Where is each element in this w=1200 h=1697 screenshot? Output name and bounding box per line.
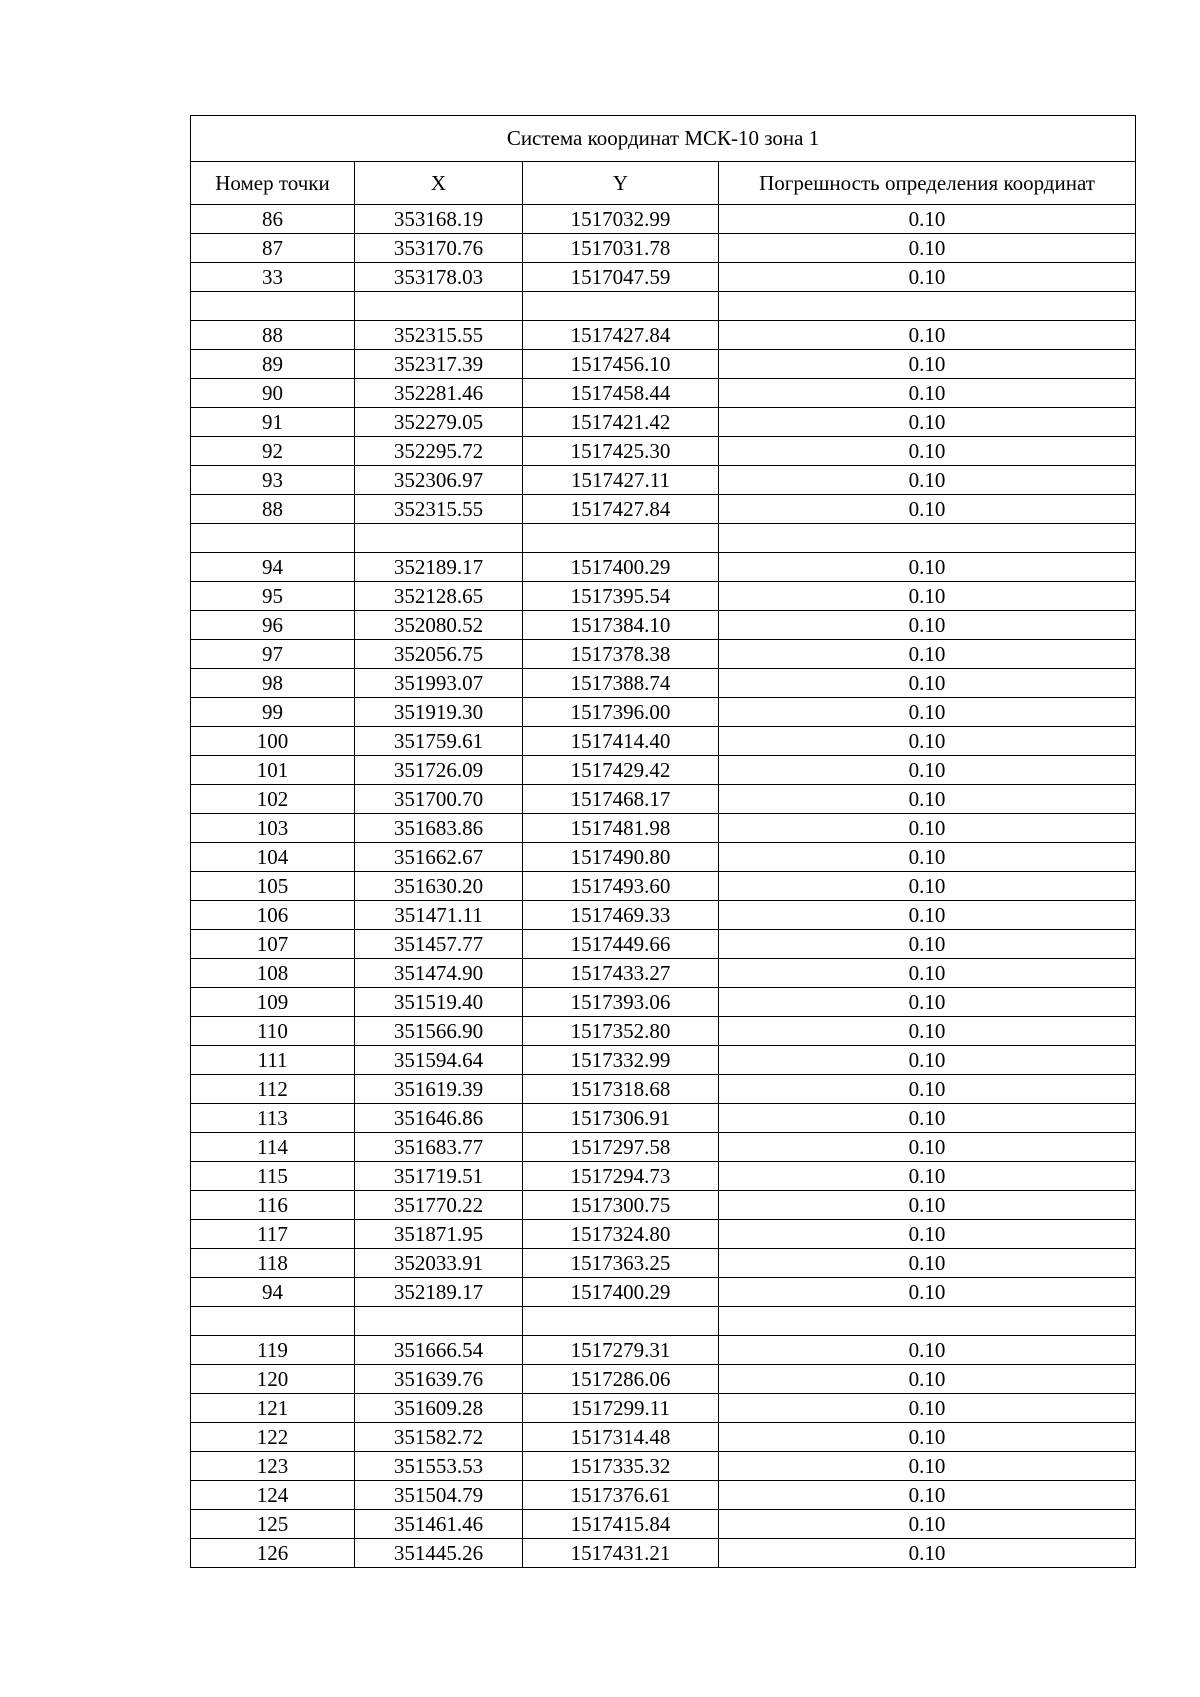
cell-accuracy: 0.10 bbox=[719, 785, 1136, 814]
cell-y: 1517458.44 bbox=[523, 379, 719, 408]
cell-x: 352279.05 bbox=[355, 408, 523, 437]
cell-x: 351582.72 bbox=[355, 1423, 523, 1452]
table-row bbox=[191, 930, 1136, 959]
table-row bbox=[191, 1278, 1136, 1307]
cell-x: 351609.28 bbox=[355, 1394, 523, 1423]
cell-accuracy: 0.10 bbox=[719, 611, 1136, 640]
cell-accuracy: 0.10 bbox=[719, 959, 1136, 988]
cell-y: 1517396.00 bbox=[523, 698, 719, 727]
cell-point-number: 121 bbox=[191, 1394, 355, 1423]
cell-accuracy: 0.10 bbox=[719, 1423, 1136, 1452]
cell-accuracy: 0.10 bbox=[719, 669, 1136, 698]
cell-point-number: 98 bbox=[191, 669, 355, 698]
cell-y: 1517468.17 bbox=[523, 785, 719, 814]
cell-point-number: 125 bbox=[191, 1510, 355, 1539]
table-row bbox=[191, 698, 1136, 727]
cell-point-number: 99 bbox=[191, 698, 355, 727]
table-row bbox=[191, 727, 1136, 756]
cell-y: 1517429.42 bbox=[523, 756, 719, 785]
cell-accuracy: 0.10 bbox=[719, 640, 1136, 669]
table-title-row bbox=[191, 116, 1136, 162]
cell-point-number: 110 bbox=[191, 1017, 355, 1046]
table-row bbox=[191, 1365, 1136, 1394]
cell-y: 1517393.06 bbox=[523, 988, 719, 1017]
cell-y: 1517363.25 bbox=[523, 1249, 719, 1278]
cell-accuracy: 0.10 bbox=[719, 582, 1136, 611]
cell-y: 1517400.29 bbox=[523, 1278, 719, 1307]
cell-point-number: 124 bbox=[191, 1481, 355, 1510]
table-body bbox=[191, 205, 1136, 1568]
cell-y: 1517324.80 bbox=[523, 1220, 719, 1249]
cell-point-number: 112 bbox=[191, 1075, 355, 1104]
cell-point-number: 118 bbox=[191, 1249, 355, 1278]
cell-y: 1517032.99 bbox=[523, 205, 719, 234]
cell-accuracy: 0.10 bbox=[719, 1452, 1136, 1481]
table-row bbox=[191, 1249, 1136, 1278]
table-row bbox=[191, 292, 1136, 321]
cell-x: 352281.46 bbox=[355, 379, 523, 408]
cell-x: 351457.77 bbox=[355, 930, 523, 959]
cell-x: 352317.39 bbox=[355, 350, 523, 379]
cell-accuracy: 0.10 bbox=[719, 756, 1136, 785]
cell-accuracy: 0.10 bbox=[719, 205, 1136, 234]
header-x: X bbox=[355, 162, 523, 205]
cell-y: 1517427.84 bbox=[523, 321, 719, 350]
table-row bbox=[191, 1046, 1136, 1075]
cell-y: 1517286.06 bbox=[523, 1365, 719, 1394]
cell-x bbox=[355, 292, 523, 321]
cell-y: 1517300.75 bbox=[523, 1191, 719, 1220]
cell-accuracy: 0.10 bbox=[719, 843, 1136, 872]
cell-x: 351639.76 bbox=[355, 1365, 523, 1394]
cell-x: 351993.07 bbox=[355, 669, 523, 698]
cell-point-number: 90 bbox=[191, 379, 355, 408]
cell-point-number: 119 bbox=[191, 1336, 355, 1365]
cell-y: 1517384.10 bbox=[523, 611, 719, 640]
cell-y: 1517047.59 bbox=[523, 263, 719, 292]
cell-accuracy: 0.10 bbox=[719, 1075, 1136, 1104]
cell-x: 351461.46 bbox=[355, 1510, 523, 1539]
cell-accuracy: 0.10 bbox=[719, 234, 1136, 263]
cell-x: 351700.70 bbox=[355, 785, 523, 814]
table-row bbox=[191, 1075, 1136, 1104]
cell-x: 351666.54 bbox=[355, 1336, 523, 1365]
table-row bbox=[191, 988, 1136, 1017]
cell-accuracy: 0.10 bbox=[719, 1539, 1136, 1568]
table-row bbox=[191, 466, 1136, 495]
cell-point-number bbox=[191, 1307, 355, 1336]
cell-y: 1517299.11 bbox=[523, 1394, 719, 1423]
cell-accuracy: 0.10 bbox=[719, 553, 1136, 582]
table-row bbox=[191, 611, 1136, 640]
cell-point-number: 88 bbox=[191, 321, 355, 350]
table-row bbox=[191, 843, 1136, 872]
table-row bbox=[191, 872, 1136, 901]
table-row bbox=[191, 495, 1136, 524]
cell-x: 353178.03 bbox=[355, 263, 523, 292]
cell-y bbox=[523, 524, 719, 553]
cell-accuracy: 0.10 bbox=[719, 1510, 1136, 1539]
cell-y: 1517306.91 bbox=[523, 1104, 719, 1133]
cell-point-number: 87 bbox=[191, 234, 355, 263]
table-row bbox=[191, 1162, 1136, 1191]
cell-y: 1517427.84 bbox=[523, 495, 719, 524]
cell-accuracy: 0.10 bbox=[719, 1278, 1136, 1307]
table-row bbox=[191, 1452, 1136, 1481]
cell-accuracy: 0.10 bbox=[719, 930, 1136, 959]
cell-y: 1517493.60 bbox=[523, 872, 719, 901]
table-row bbox=[191, 350, 1136, 379]
cell-y: 1517352.80 bbox=[523, 1017, 719, 1046]
cell-y: 1517376.61 bbox=[523, 1481, 719, 1510]
cell-y: 1517388.74 bbox=[523, 669, 719, 698]
cell-x: 351662.67 bbox=[355, 843, 523, 872]
cell-accuracy bbox=[719, 524, 1136, 553]
cell-x: 351553.53 bbox=[355, 1452, 523, 1481]
cell-point-number: 117 bbox=[191, 1220, 355, 1249]
table-row bbox=[191, 1220, 1136, 1249]
cell-x: 351474.90 bbox=[355, 959, 523, 988]
cell-x: 351719.51 bbox=[355, 1162, 523, 1191]
table-row bbox=[191, 814, 1136, 843]
table-header-row bbox=[191, 162, 1136, 205]
cell-accuracy bbox=[719, 292, 1136, 321]
cell-accuracy bbox=[719, 1307, 1136, 1336]
table-row bbox=[191, 321, 1136, 350]
cell-accuracy: 0.10 bbox=[719, 321, 1136, 350]
cell-point-number: 116 bbox=[191, 1191, 355, 1220]
table-row bbox=[191, 379, 1136, 408]
cell-y: 1517395.54 bbox=[523, 582, 719, 611]
cell-y: 1517414.40 bbox=[523, 727, 719, 756]
cell-y bbox=[523, 292, 719, 321]
cell-accuracy: 0.10 bbox=[719, 1104, 1136, 1133]
cell-point-number: 105 bbox=[191, 872, 355, 901]
cell-y: 1517469.33 bbox=[523, 901, 719, 930]
cell-accuracy: 0.10 bbox=[719, 1017, 1136, 1046]
cell-y: 1517335.32 bbox=[523, 1452, 719, 1481]
table-row bbox=[191, 959, 1136, 988]
cell-accuracy: 0.10 bbox=[719, 466, 1136, 495]
cell-point-number: 91 bbox=[191, 408, 355, 437]
cell-accuracy: 0.10 bbox=[719, 901, 1136, 930]
cell-accuracy: 0.10 bbox=[719, 1481, 1136, 1510]
cell-accuracy: 0.10 bbox=[719, 263, 1136, 292]
table-row bbox=[191, 408, 1136, 437]
cell-accuracy: 0.10 bbox=[719, 1220, 1136, 1249]
cell-y: 1517297.58 bbox=[523, 1133, 719, 1162]
table-row bbox=[191, 785, 1136, 814]
table-row bbox=[191, 437, 1136, 466]
cell-y: 1517481.98 bbox=[523, 814, 719, 843]
cell-point-number: 93 bbox=[191, 466, 355, 495]
cell-y: 1517279.31 bbox=[523, 1336, 719, 1365]
cell-y: 1517427.11 bbox=[523, 466, 719, 495]
cell-point-number bbox=[191, 524, 355, 553]
cell-accuracy: 0.10 bbox=[719, 1191, 1136, 1220]
cell-x bbox=[355, 524, 523, 553]
cell-accuracy: 0.10 bbox=[719, 350, 1136, 379]
cell-x: 352189.17 bbox=[355, 1278, 523, 1307]
cell-y: 1517433.27 bbox=[523, 959, 719, 988]
cell-point-number: 114 bbox=[191, 1133, 355, 1162]
cell-x: 352128.65 bbox=[355, 582, 523, 611]
cell-y: 1517425.30 bbox=[523, 437, 719, 466]
cell-y: 1517400.29 bbox=[523, 553, 719, 582]
cell-accuracy: 0.10 bbox=[719, 1365, 1136, 1394]
cell-y: 1517431.21 bbox=[523, 1539, 719, 1568]
cell-x: 351646.86 bbox=[355, 1104, 523, 1133]
cell-point-number: 101 bbox=[191, 756, 355, 785]
cell-y: 1517332.99 bbox=[523, 1046, 719, 1075]
cell-y: 1517378.38 bbox=[523, 640, 719, 669]
table-row bbox=[191, 1539, 1136, 1568]
table-row bbox=[191, 1423, 1136, 1452]
header-point-number: Номер точки bbox=[191, 162, 355, 205]
table-row bbox=[191, 640, 1136, 669]
cell-accuracy: 0.10 bbox=[719, 988, 1136, 1017]
table-row bbox=[191, 524, 1136, 553]
cell-x: 352315.55 bbox=[355, 321, 523, 350]
cell-x: 351919.30 bbox=[355, 698, 523, 727]
table-row bbox=[191, 1510, 1136, 1539]
cell-x: 352306.97 bbox=[355, 466, 523, 495]
cell-x: 351683.77 bbox=[355, 1133, 523, 1162]
table-row bbox=[191, 234, 1136, 263]
cell-y: 1517314.48 bbox=[523, 1423, 719, 1452]
cell-x: 352295.72 bbox=[355, 437, 523, 466]
cell-point-number: 95 bbox=[191, 582, 355, 611]
cell-point-number: 111 bbox=[191, 1046, 355, 1075]
cell-accuracy: 0.10 bbox=[719, 1046, 1136, 1075]
cell-accuracy: 0.10 bbox=[719, 1162, 1136, 1191]
cell-point-number: 96 bbox=[191, 611, 355, 640]
table-row bbox=[191, 205, 1136, 234]
cell-x: 351770.22 bbox=[355, 1191, 523, 1220]
cell-x: 352056.75 bbox=[355, 640, 523, 669]
cell-point-number: 120 bbox=[191, 1365, 355, 1394]
cell-y: 1517318.68 bbox=[523, 1075, 719, 1104]
cell-accuracy: 0.10 bbox=[719, 379, 1136, 408]
table-row bbox=[191, 1104, 1136, 1133]
cell-x: 351726.09 bbox=[355, 756, 523, 785]
cell-accuracy: 0.10 bbox=[719, 495, 1136, 524]
cell-point-number: 86 bbox=[191, 205, 355, 234]
cell-x: 351504.79 bbox=[355, 1481, 523, 1510]
cell-x: 351619.39 bbox=[355, 1075, 523, 1104]
cell-x bbox=[355, 1307, 523, 1336]
cell-point-number: 122 bbox=[191, 1423, 355, 1452]
table-title: Система координат МСК-10 зона 1 bbox=[191, 116, 1136, 162]
cell-accuracy: 0.10 bbox=[719, 1133, 1136, 1162]
cell-x: 352033.91 bbox=[355, 1249, 523, 1278]
table-row bbox=[191, 1336, 1136, 1365]
cell-x: 351445.26 bbox=[355, 1539, 523, 1568]
table-row bbox=[191, 1481, 1136, 1510]
table-row bbox=[191, 582, 1136, 611]
cell-x: 353170.76 bbox=[355, 234, 523, 263]
cell-x: 351566.90 bbox=[355, 1017, 523, 1046]
cell-y: 1517490.80 bbox=[523, 843, 719, 872]
cell-x: 351630.20 bbox=[355, 872, 523, 901]
cell-y: 1517294.73 bbox=[523, 1162, 719, 1191]
cell-point-number: 88 bbox=[191, 495, 355, 524]
cell-point-number: 89 bbox=[191, 350, 355, 379]
cell-point-number: 97 bbox=[191, 640, 355, 669]
cell-accuracy: 0.10 bbox=[719, 1249, 1136, 1278]
cell-accuracy: 0.10 bbox=[719, 1394, 1136, 1423]
cell-point-number: 94 bbox=[191, 553, 355, 582]
cell-accuracy: 0.10 bbox=[719, 437, 1136, 466]
cell-point-number: 100 bbox=[191, 727, 355, 756]
cell-accuracy: 0.10 bbox=[719, 408, 1136, 437]
table-row bbox=[191, 901, 1136, 930]
cell-point-number: 107 bbox=[191, 930, 355, 959]
cell-point-number: 106 bbox=[191, 901, 355, 930]
cell-y: 1517415.84 bbox=[523, 1510, 719, 1539]
cell-y: 1517421.42 bbox=[523, 408, 719, 437]
cell-accuracy: 0.10 bbox=[719, 814, 1136, 843]
table-row bbox=[191, 553, 1136, 582]
cell-point-number: 126 bbox=[191, 1539, 355, 1568]
table-row bbox=[191, 1017, 1136, 1046]
cell-x: 352315.55 bbox=[355, 495, 523, 524]
cell-point-number: 94 bbox=[191, 1278, 355, 1307]
cell-point-number: 102 bbox=[191, 785, 355, 814]
cell-x: 351519.40 bbox=[355, 988, 523, 1017]
cell-x: 351759.61 bbox=[355, 727, 523, 756]
table-row bbox=[191, 1307, 1136, 1336]
cell-x: 353168.19 bbox=[355, 205, 523, 234]
cell-point-number: 104 bbox=[191, 843, 355, 872]
cell-point-number: 115 bbox=[191, 1162, 355, 1191]
table-row bbox=[191, 263, 1136, 292]
cell-accuracy: 0.10 bbox=[719, 727, 1136, 756]
cell-point-number: 113 bbox=[191, 1104, 355, 1133]
cell-point-number: 108 bbox=[191, 959, 355, 988]
table-row bbox=[191, 1133, 1136, 1162]
table-row bbox=[191, 669, 1136, 698]
cell-x: 352080.52 bbox=[355, 611, 523, 640]
cell-point-number: 33 bbox=[191, 263, 355, 292]
cell-y: 1517449.66 bbox=[523, 930, 719, 959]
cell-accuracy: 0.10 bbox=[719, 698, 1136, 727]
cell-point-number: 109 bbox=[191, 988, 355, 1017]
table-row bbox=[191, 1394, 1136, 1423]
cell-accuracy: 0.10 bbox=[719, 1336, 1136, 1365]
header-accuracy: Погрешность определения координат bbox=[719, 162, 1136, 205]
table-row bbox=[191, 756, 1136, 785]
cell-accuracy: 0.10 bbox=[719, 872, 1136, 901]
coordinates-table bbox=[190, 115, 1136, 1568]
cell-x: 351471.11 bbox=[355, 901, 523, 930]
cell-x: 351683.86 bbox=[355, 814, 523, 843]
cell-x: 351871.95 bbox=[355, 1220, 523, 1249]
header-y: Y bbox=[523, 162, 719, 205]
cell-point-number: 103 bbox=[191, 814, 355, 843]
cell-y: 1517031.78 bbox=[523, 234, 719, 263]
cell-y: 1517456.10 bbox=[523, 350, 719, 379]
cell-point-number: 92 bbox=[191, 437, 355, 466]
cell-point-number bbox=[191, 292, 355, 321]
cell-x: 352189.17 bbox=[355, 553, 523, 582]
table-row bbox=[191, 1191, 1136, 1220]
cell-point-number: 123 bbox=[191, 1452, 355, 1481]
cell-x: 351594.64 bbox=[355, 1046, 523, 1075]
cell-y bbox=[523, 1307, 719, 1336]
